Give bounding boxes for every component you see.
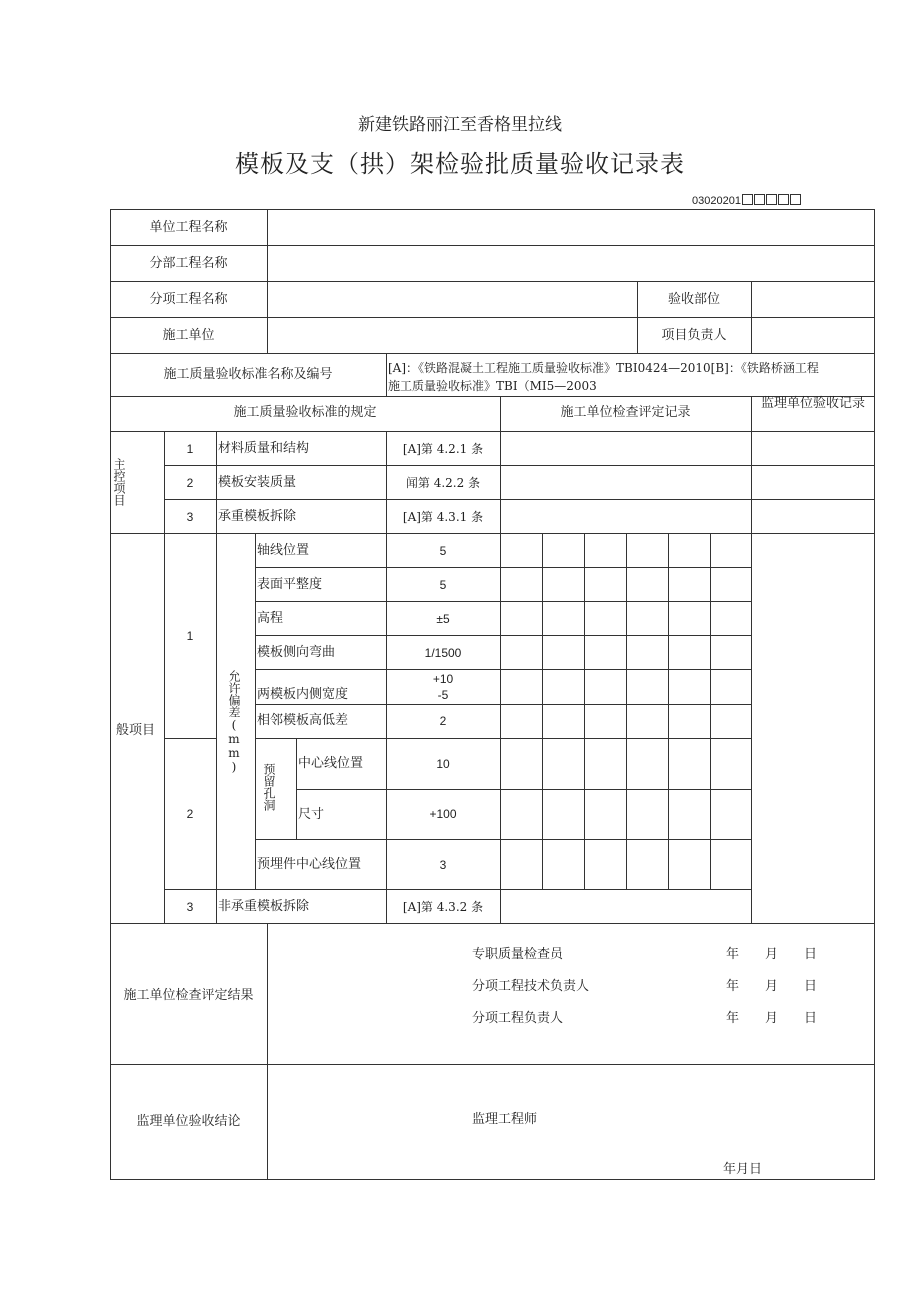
page-title: 模板及支（拱）架检验批质量验收记录表 bbox=[235, 150, 685, 178]
general-row-hole-center: 中心线位置 bbox=[298, 756, 364, 771]
general-row-embedded: 预埋件中心线位置 bbox=[257, 857, 362, 872]
standard-line-2: 施工质量验收标准》TBI（MI5—2003 bbox=[388, 379, 597, 393]
sign-tech-leader: 分项工程技术负责人 bbox=[472, 979, 590, 994]
main-row-2-item: 模板安装质量 bbox=[218, 475, 297, 490]
header-supervision-record: 监理单位验收记录 bbox=[760, 396, 865, 411]
label-unit-project: 单位工程名称 bbox=[149, 220, 228, 235]
general-row-embedded-value: 3 bbox=[439, 858, 447, 872]
label-project-leader: 项目负责人 bbox=[661, 328, 727, 343]
general-row-height-diff: 相邻模板高低差 bbox=[257, 713, 349, 728]
date-month-2: 月 bbox=[765, 979, 779, 994]
main-row-1-ref: [A]第 4.2.1 条 bbox=[402, 442, 484, 456]
general-row-axis: 轴线位置 bbox=[257, 543, 310, 558]
general-row-hole-size: 尺寸 bbox=[298, 807, 325, 822]
general-row-elevation-value: ±5 bbox=[436, 612, 450, 626]
label-standard: 施工质量验收标准名称及编号 bbox=[163, 367, 333, 382]
header-spec: 施工质量验收标准的规定 bbox=[233, 405, 377, 420]
date-month-1: 月 bbox=[765, 947, 779, 962]
main-row-2-ref: 闻第 4.2.2 条 bbox=[405, 476, 481, 490]
label-construction-unit: 施工单位 bbox=[162, 328, 215, 343]
date-year-3: 年 bbox=[726, 1011, 740, 1026]
header-construction-record: 施工单位检查评定记录 bbox=[560, 405, 691, 420]
label-item-project: 分项工程名称 bbox=[149, 292, 228, 307]
main-row-1-no: 1 bbox=[186, 442, 194, 456]
date-month-3: 月 bbox=[765, 1011, 779, 1026]
general-row-hole-size-value: +100 bbox=[429, 807, 457, 821]
general-label: 般项目 bbox=[116, 723, 156, 738]
date-day-1: 日 bbox=[804, 947, 818, 962]
main-row-3-item: 承重模板拆除 bbox=[218, 509, 297, 524]
general-row-inner-width: 两模板内侧宽度 bbox=[257, 687, 349, 702]
general-row-3-ref: [A]第 4.3.2 条 bbox=[402, 900, 484, 914]
general-row-bending-value: 1/1500 bbox=[424, 646, 462, 660]
date-day-3: 日 bbox=[804, 1011, 818, 1026]
main-row-2-no: 2 bbox=[186, 476, 194, 490]
date-day-2: 日 bbox=[804, 979, 818, 994]
date-year-2: 年 bbox=[726, 979, 740, 994]
general-row-flatness-value: 5 bbox=[439, 578, 447, 592]
reserved-hole-label: 预留孔洞 bbox=[262, 763, 276, 811]
supervision-date: 年月日 bbox=[723, 1162, 763, 1177]
main-control-label: 主控项目 bbox=[112, 458, 126, 506]
main-row-3-no: 3 bbox=[186, 510, 194, 524]
main-row-1-item: 材料质量和结构 bbox=[218, 441, 310, 456]
general-row-flatness: 表面平整度 bbox=[257, 577, 323, 592]
supervision-label: 监理单位验收结论 bbox=[136, 1114, 241, 1129]
sign-quality-inspector: 专职质量检查员 bbox=[472, 947, 564, 962]
label-sub-project: 分部工程名称 bbox=[149, 256, 228, 271]
general-group-2-no: 2 bbox=[186, 807, 194, 821]
general-row-3-no: 3 bbox=[186, 900, 194, 914]
main-row-3-ref: [A]第 4.3.1 条 bbox=[402, 510, 484, 524]
general-row-height-diff-value: 2 bbox=[439, 714, 447, 728]
label-acceptance-part: 验收部位 bbox=[667, 292, 720, 307]
general-row-axis-value: 5 bbox=[439, 544, 447, 558]
general-row-elevation: 高程 bbox=[257, 611, 284, 626]
general-group-1-no: 1 bbox=[186, 629, 194, 643]
general-row-3-item: 非承重模板拆除 bbox=[218, 899, 310, 914]
allow-deviation-label: 允许偏差(mm) bbox=[227, 670, 241, 774]
date-year-1: 年 bbox=[726, 947, 740, 962]
standard-line-1: [A]：《铁路混凝土工程施工质量验收标准》TBI0424—2010[B]：《铁路桥涵工程 bbox=[388, 361, 819, 375]
sign-item-leader: 分项工程负责人 bbox=[472, 1011, 564, 1026]
form-code-number: 03020201 bbox=[692, 195, 741, 207]
result-label: 施工单位检查评定结果 bbox=[123, 988, 254, 1003]
supervision-engineer: 监理工程师 bbox=[472, 1112, 538, 1127]
subtitle: 新建铁路丽江至香格里拉线 bbox=[358, 115, 562, 135]
general-row-bending: 模板侧向弯曲 bbox=[257, 645, 336, 660]
general-row-hole-center-value: 10 bbox=[436, 757, 450, 771]
general-row-inner-width-value-2: -5 bbox=[437, 688, 449, 702]
general-row-inner-width-value-1: +10 bbox=[432, 672, 454, 686]
